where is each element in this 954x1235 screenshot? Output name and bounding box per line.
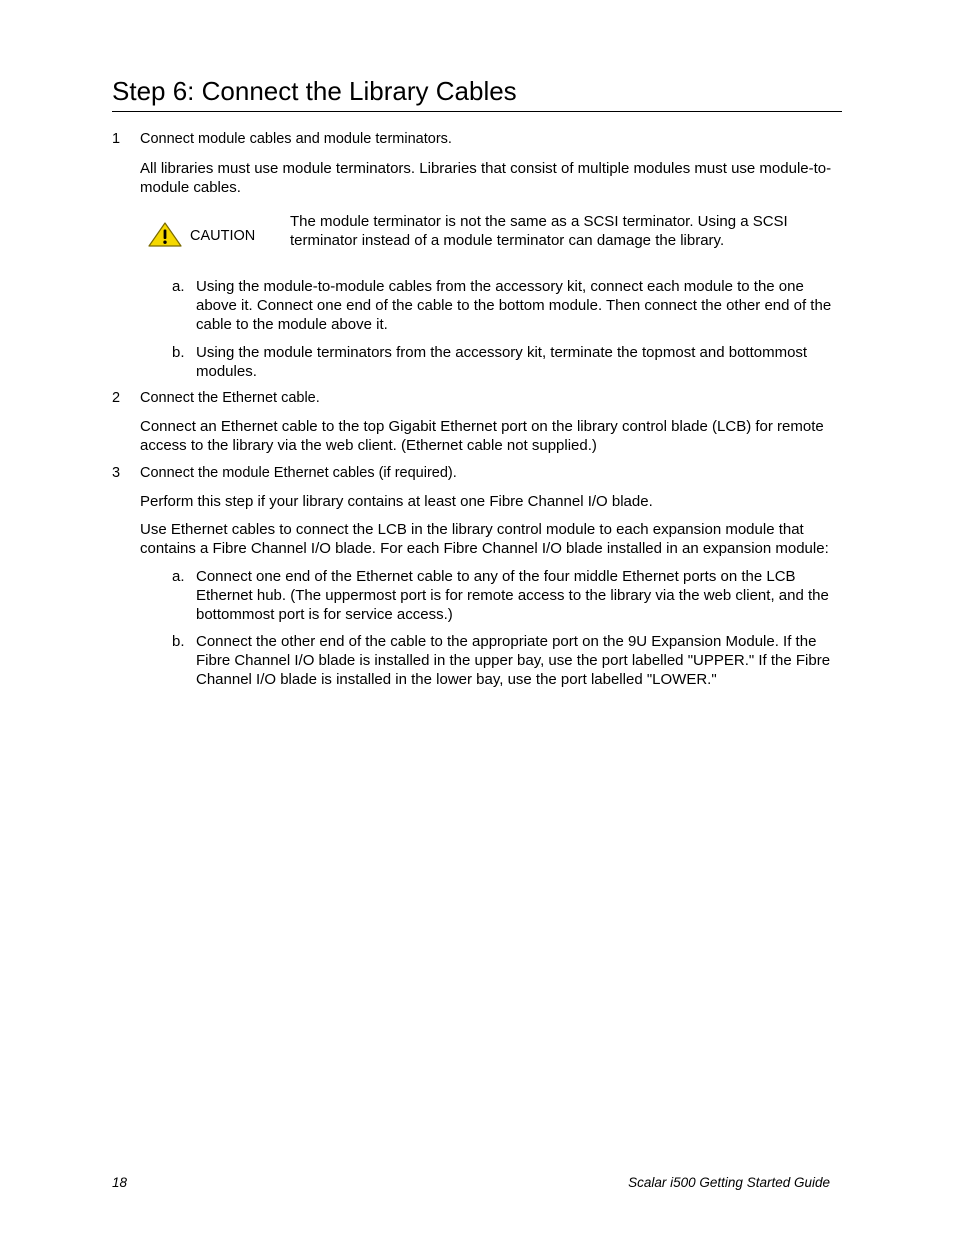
substep-text: Connect one end of the Ethernet cable to any of the four middle Ethernet ports on the LCB Ethernet hub. (The uppermost port is for remote access to the library via the web client, and the bottommost port is for service access.) xyxy=(196,568,829,623)
step-3-paragraph-2: Use Ethernet cables to connect the LCB in the library control module to each expansion module that contains a Fibre Channel I/O blade. For each Fibre Channel I/O blade installed in an expansion module: xyxy=(140,521,829,557)
step-1-heading: Connect module cables and module terminators. xyxy=(140,131,452,147)
step-1-paragraph: All libraries must use module terminators. Libraries that consist of multiple modules must use module-to-module cables. xyxy=(140,160,832,196)
substep-text: Using the module-to-module cables from the accessory kit, connect each module to the one above it. Connect one end of the cable to the bottom module. Then connect the other end of the cable to the module above it. xyxy=(196,278,832,333)
footer-guide-title: Scalar i500 Getting Started Guide xyxy=(628,1175,830,1190)
substep-marker: a. xyxy=(172,278,185,295)
step-3-paragraph-1: Perform this step if your library contains at least one Fibre Channel I/O blade. xyxy=(140,493,653,510)
step-2-paragraph: Connect an Ethernet cable to the top Gigabit Ethernet port on the library control blade (LCB) for remote access to the library via the web client. (Ethernet cable not supplied.) xyxy=(140,418,824,454)
page-title: Step 6: Connect the Library Cables xyxy=(112,76,517,106)
step-1-number: 1 xyxy=(112,131,121,147)
title-rule xyxy=(112,111,842,112)
step-3-heading: Connect the module Ethernet cables (if required). xyxy=(140,465,457,481)
substep-marker: a. xyxy=(172,568,185,585)
caution-label: CAUTION xyxy=(190,228,256,244)
step-3-number: 3 xyxy=(112,465,121,481)
substep-text: Connect the other end of the cable to the appropriate port on the 9U Expansion Module. If the Fibre Channel I/O blade is installed in the upper bay, use the port labelled "UPPER." If the Fibre Channel I/O blade is installed in the lower bay, use the port labelled "LOWER." xyxy=(196,633,831,688)
step-2-number: 2 xyxy=(112,390,121,406)
footer-page-number: 18 xyxy=(112,1175,128,1190)
substep-marker: b. xyxy=(172,344,185,361)
step-2-heading: Connect the Ethernet cable. xyxy=(140,390,320,406)
substep-text: Using the module terminators from the accessory kit, terminate the topmost and bottommost modules. xyxy=(196,344,808,380)
caution-text: The module terminator is not the same as a SCSI terminator. Using a SCSI terminator instead of a module terminator can damage the library. xyxy=(290,213,788,249)
warning-triangle-icon xyxy=(148,222,182,247)
substep-marker: b. xyxy=(172,633,185,650)
